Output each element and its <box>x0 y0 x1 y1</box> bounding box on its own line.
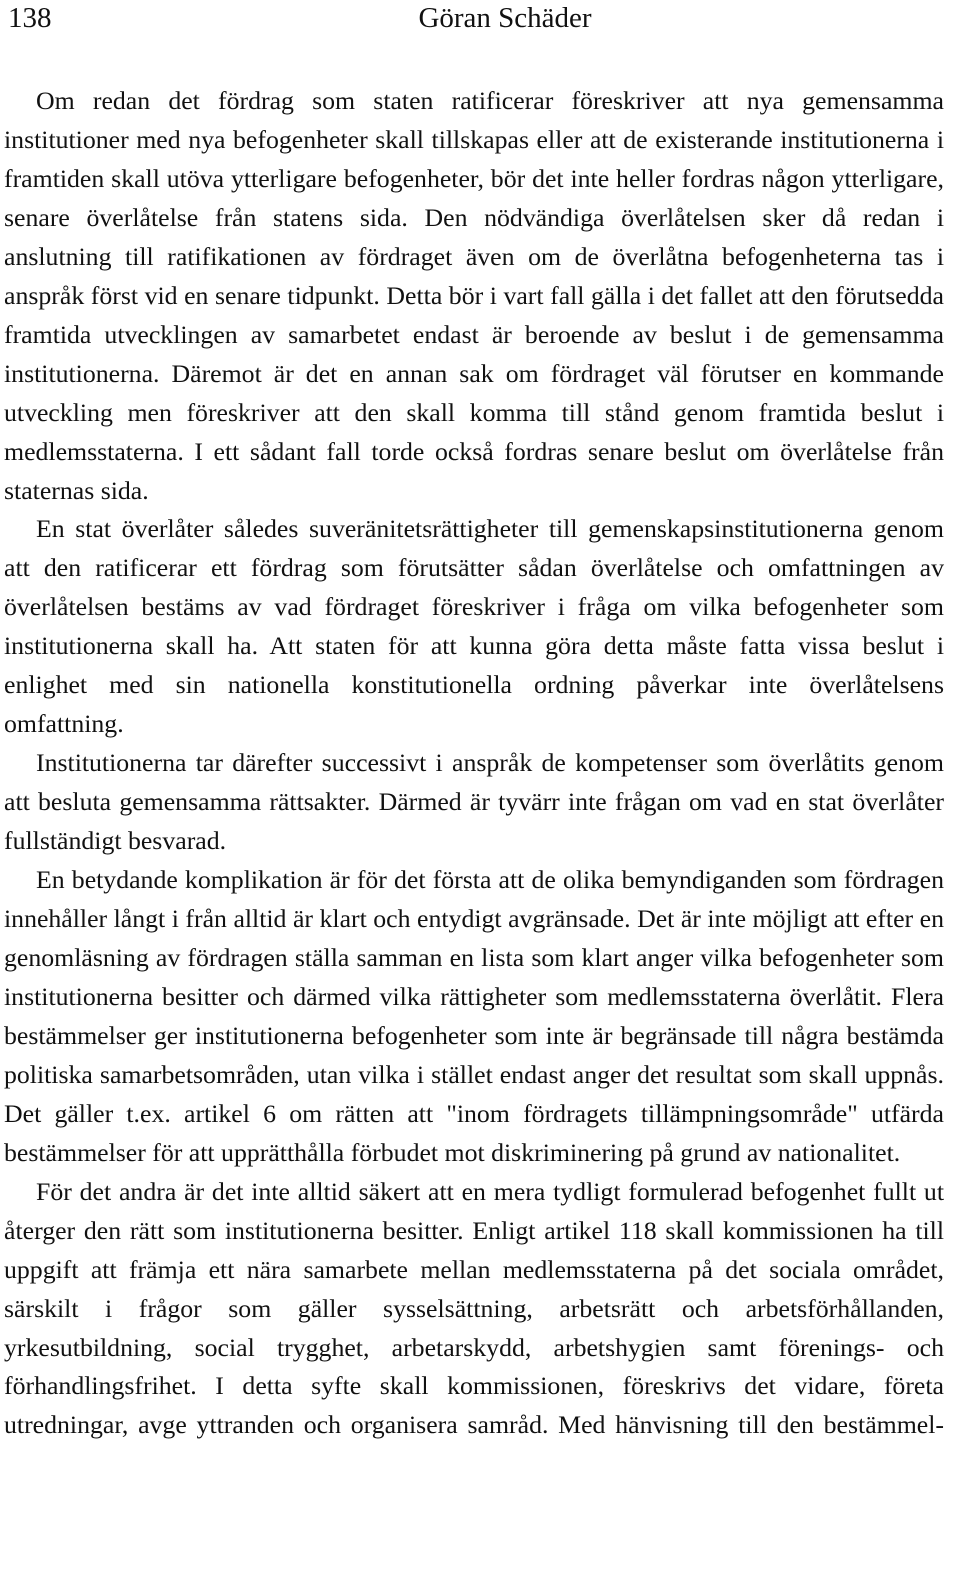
running-header <box>4 0 946 40</box>
body-text <box>4 82 944 1445</box>
paragraph-1: Om redan det fördrag som staten ratificerar föreskriver att nya gemensamma institutioner med nya befogenheter skall tillskapas eller att de existerande institutionerna i framtiden skall utöva ytterligare befogenheter, bör det inte heller fordras någon ytterligare, senare överlåtelse från statens sida. Den nödvändiga överlåtelsen sker då redan i anslutning till ratifikationen av fördraget även om de överlåtna befogenheterna tas i anspråk först vid en senare tidpunkt. Detta bör i vart fall gälla i det fallet att den förutsedda framtida utvecklingen av samarbetet endast är beroende av beslut i de gemensamma institutionerna. Däremot är det en annan sak om fördraget väl förutser en kommande utveckling men föreskriver att den skall komma till stånd genom framtida beslut i medlemsstaterna. I ett sådant fall torde också fordras senare beslut om överlåtelse från staternas sida. <box>4 86 944 505</box>
paragraph-2: En stat överlåter således suveränitetsrättigheter till gemenskapsinstitutionerna genom att den ratificerar ett fördrag som förutsätter sådan överlåtelse och omfattningen av överlåtelsen bestäms av vad fördraget föreskriver i fråga om vilka befogenheter som institutionerna skall ha. Att staten för att kunna göra detta måste fatta vissa beslut i enlighet med sin nationella konstitutionella ordning påverkar inte överlåtelsens omfattning. <box>4 514 944 739</box>
paragraph-5: För det andra är det inte alltid säkert att en mera tydligt formulerad befogenhet fullt ut återger den rätt som institutionerna besitter. Enligt artikel 118 skall kommissionen ha till uppgift att främja ett nära samarbete mellan medlemsstaterna på det sociala området, särskilt i frågor som gäller sysselsättning, arbetsrätt och arbetsförhållanden, yrkesutbildning, social trygghet, arbetarskydd, arbetshygien samt förenings- och förhandlingsfrihet. I detta syfte skall kommissionen, föreskrivs det vidare, företa utredningar, avge yttranden och organisera samråd. Med hänvisning till den bestämmel- <box>4 1176 944 1440</box>
running-title: Göran Schäder <box>418 2 592 34</box>
page-number: 138 <box>8 2 52 34</box>
paragraph-4: En betydande komplikation är för det första att de olika bemyndiganden som fördragen innehåller långt i från alltid är klart och entydigt avgränsade. Det är inte möjligt att efter en genomläsning av fördragen ställa samman en lista som klart anger vilka befogenheter som institutionerna besitter och därmed vilka rättigheter som medlemsstaterna överlåtit. Flera bestämmelser ger institutionerna befogenheter som inte är begränsade till några bestämda politiska samarbetsområden, utan vilka i stället endast anger det resultat som skall uppnås. Det gäller t.ex. artikel 6 om rätten att "inom fördragets tillämpningsområde" utfärda bestämmelser för att upprätthålla förbudet mot diskriminering på grund av nationalitet. <box>4 865 944 1167</box>
paragraph-3: Institutionerna tar därefter successivt i anspråk de kompetenser som överlåtits genom att besluta gemensamma rättsakter. Därmed är tyvärr inte frågan om vad en stat överlåter fullständigt besvarad. <box>4 748 944 856</box>
